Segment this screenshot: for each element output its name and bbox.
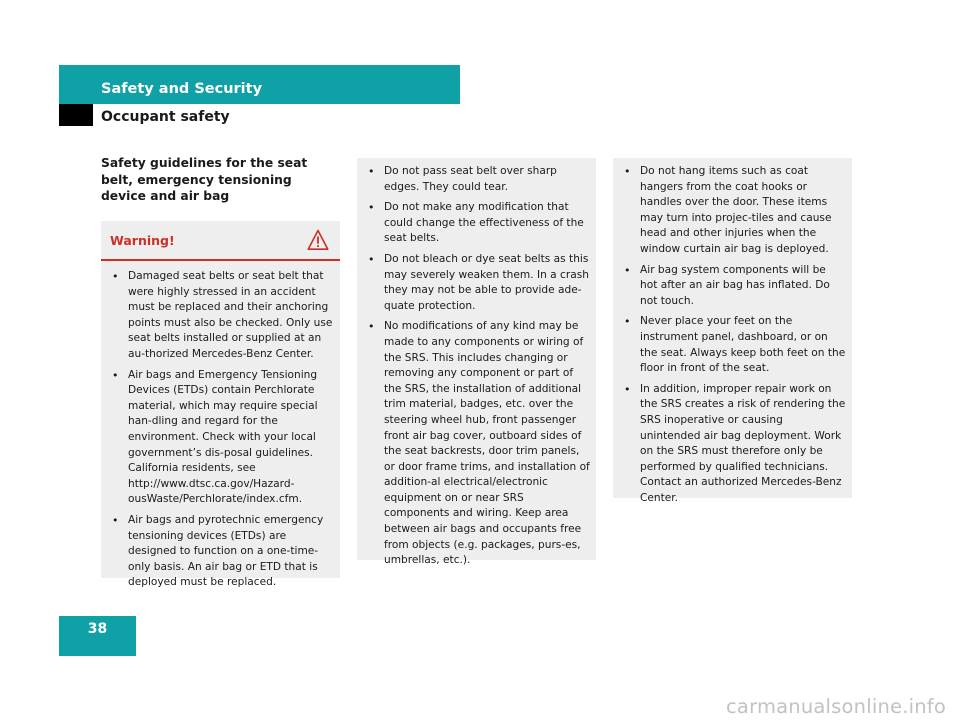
subsection-marker [59, 104, 93, 126]
subsection-title: Occupant safety [101, 109, 230, 125]
warning-label: Warning! [110, 233, 175, 248]
warning-triangle-icon [307, 229, 329, 251]
page-number-tab [59, 616, 136, 656]
guidelines-column-2 [357, 158, 596, 567]
watermark: carmanualsonline.info [726, 695, 946, 718]
list-item: • Do not hang items such as coat hangers from the coat hooks or handles over the door. These items may turn into projec-tiles and cause head and other injuries when the window curtain air bag is deployed. [623, 164, 846, 258]
list-item: • Air bags and Emergency Tensioning Devices (ETDs) contain Perchlorate material, which may require special han-dling and regard for the environment. Check with your local government’s dis-posal guidelines. California residents, see http://www.dtsc.ca.gov/Hazard-ousWaste/Perchlorate/index.cfm. [111, 368, 334, 508]
page-number: 38 [87, 621, 108, 637]
list-item: • Do not bleach or dye seat belts as this may severely weaken them. In a crash they may not be able to provide ade-quate protection. [367, 252, 590, 314]
warning-list [101, 261, 340, 591]
warning-header [101, 221, 340, 261]
list-item: • No modifications of any kind may be made to any components or wiring of the SRS. This includes changing or removing any component or part of the SRS, the installation of additional trim material, badges, etc. over the steering wheel hub, front passenger front air bag cover, outboard sides of the seat backrests, door trim panels, or door frame trims, and installation of addition-al electrical/electronic equipment on or near SRS components and wiring. Keep area between air bags and occupants free from objects (e.g. packages, purs-es, umbrellas, etc.). [367, 319, 590, 569]
section-title: Safety and Security [101, 81, 263, 97]
guidelines-column-3 [613, 158, 852, 504]
list-item: • Air bag system components will be hot after an air bag has inflated. Do not touch. [623, 263, 846, 310]
guidelines-heading: Safety guidelines for the seat belt, emergency tensioning device and air bag [101, 156, 308, 203]
list-item: • Damaged seat belts or seat belt that were highly stressed in an accident must be replaced and their anchoring points must also be checked. Only use seat belts installed or supplied at an au-thorized Mercedes-Benz Center. [111, 269, 334, 363]
warning-box [101, 221, 340, 589]
list-item: • Air bags and pyrotechnic emergency tensioning devices (ETDs) are designed to function on a one-time-only basis. An air bag or ETD that is deployed must be replaced. [111, 513, 334, 591]
list-item: • Do not pass seat belt over sharp edges. They could tear. [367, 164, 590, 195]
list-item: • Do not make any modification that could change the effectiveness of the seat belts. [367, 200, 590, 247]
list-item: • In addition, improper repair work on the SRS creates a risk of rendering the SRS inoperative or causing unintended air bag deployment. Work on the SRS must therefore only be performed by qualified technicians. Contact an authorized Mercedes-Benz Center. [623, 382, 846, 507]
list-item: • Never place your feet on the instrument panel, dashboard, or on the seat. Always keep both feet on the floor in front of the seat. [623, 314, 846, 376]
